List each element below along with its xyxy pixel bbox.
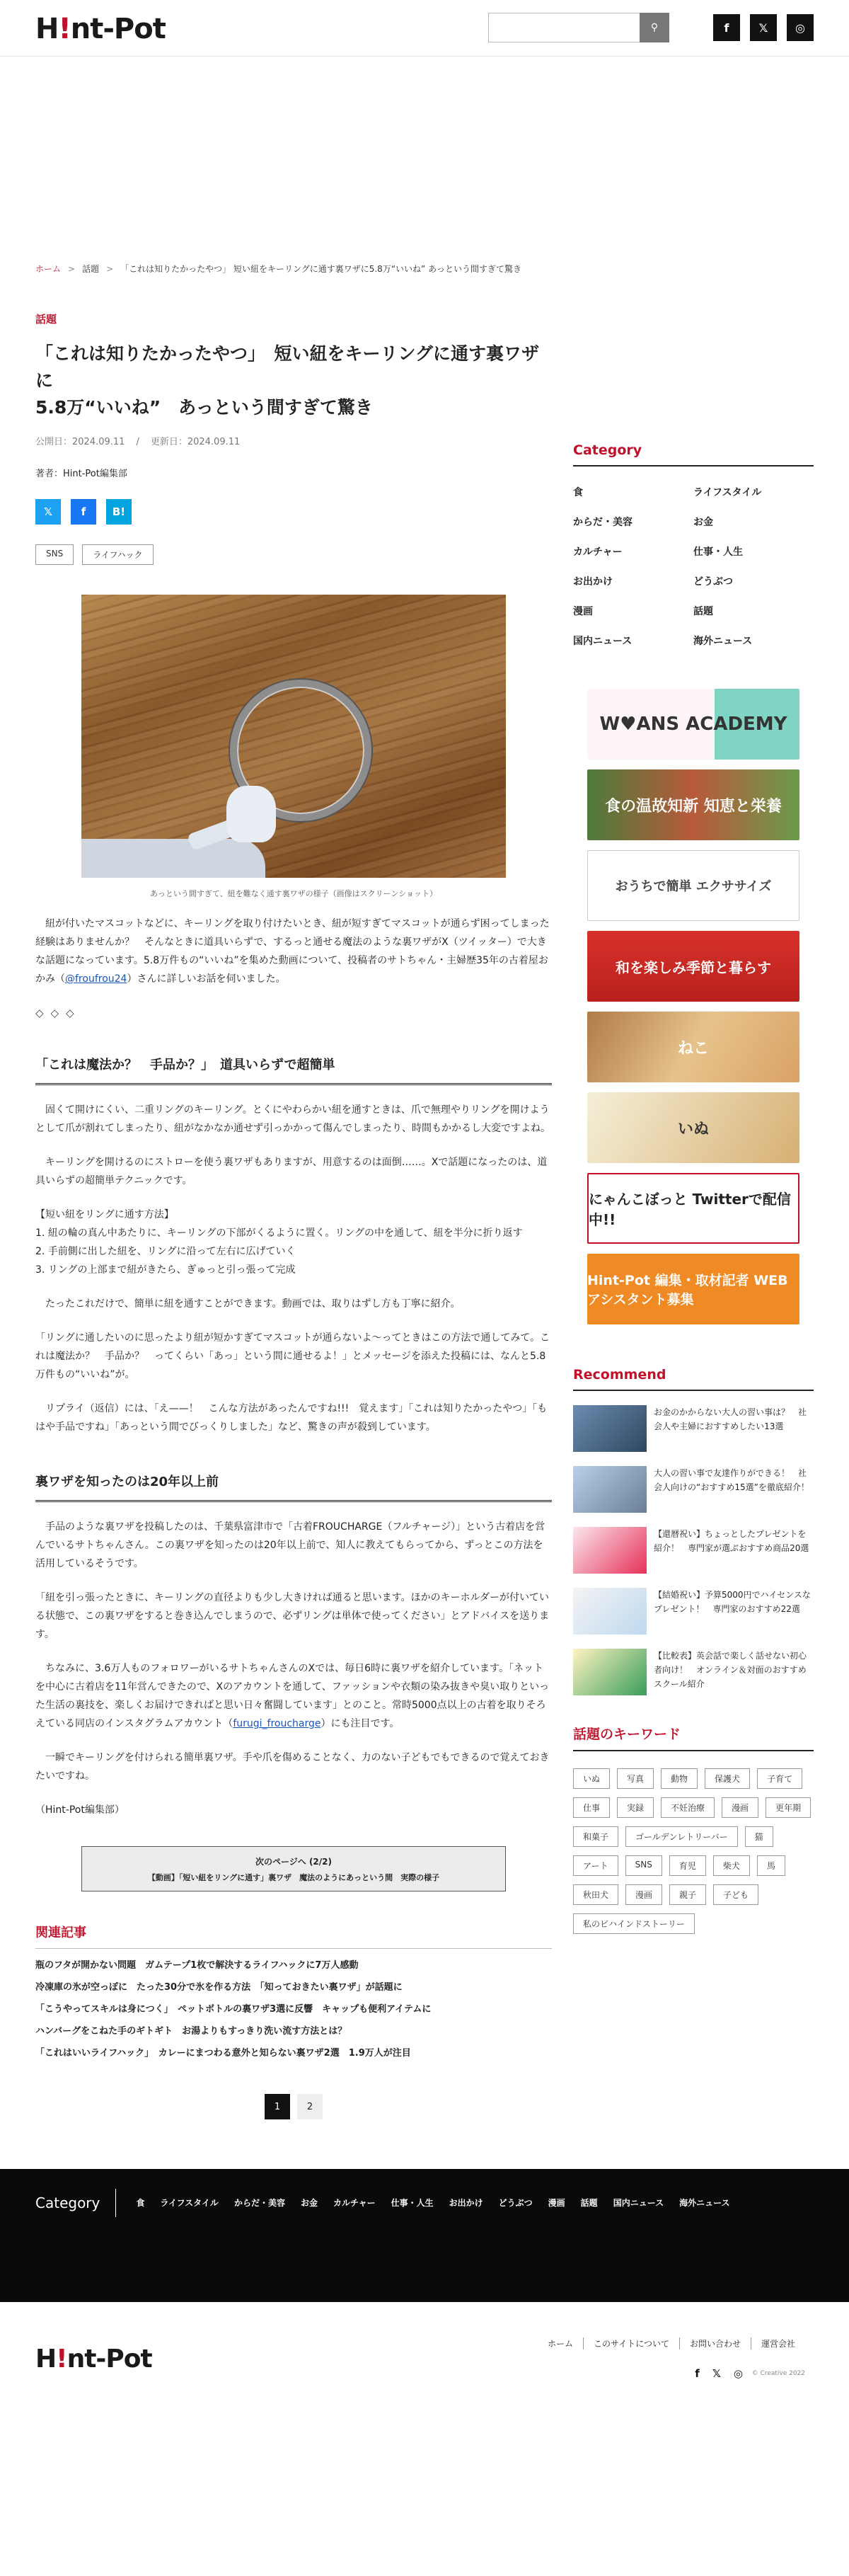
recommend-title: 【比較表】英会話で楽しく話せない初心者向け！ オンライン＆対面のおすすめスクール紹介 [654,1651,807,1689]
footer-category-link[interactable]: 漫画 [548,2198,565,2208]
article-title: 「これは知りたかったやつ」 短い紐をキーリングに通す裏ワザに 5.8万“いいね” あっという間すぎて驚き [35,343,540,418]
recommend-title: 【結婚祝い】予算5000円でハイセンスなプレゼント！ 専門家のおすすめ22選 [654,1590,811,1614]
footer-category-link[interactable]: 食 [136,2198,145,2208]
next-page-button[interactable] [81,1846,506,1891]
sidebar-category-list [573,485,814,648]
keyword-tag[interactable]: 仕事 [573,1797,610,1818]
paragraph: 手品のような裏ワザを投稿したのは、千葉県富津市で「古着FROUCHARGE（フルチャージ）」という古着店を営んでいるサトちゃんさん。この裏ワザを知ったのは20年以上前で、知人に教えてもらってから、ずっとこの方法を活用しているそうです。 [35,1521,545,1569]
keyword-tag[interactable]: 育児 [669,1855,706,1876]
footer-category-label: Category [35,2189,116,2217]
recommend-item[interactable] [573,1649,814,1695]
keyword-tag[interactable]: 写真 [617,1768,654,1789]
recommend-thumbnail [573,1649,647,1695]
page-1-button[interactable]: 1 [265,2094,290,2119]
recommend-item[interactable] [573,1588,814,1635]
sidebar-category-link[interactable]: 仕事・人生 [693,546,743,558]
step-item: 2. 手前側に出した紐を、リングに沿って左右に広げていく [35,1246,296,1257]
keyword-tag[interactable]: アート [573,1855,618,1876]
site-logo[interactable]: H!nt-Pot [35,13,166,45]
main-content [35,290,552,2169]
sidebar-category-link[interactable]: どうぶつ [693,576,733,588]
tag-lifehack[interactable]: ライフハック [82,544,153,565]
sidebar-category-heading: Category [573,442,814,466]
footer-category-link[interactable]: 仕事・人生 [391,2198,434,2208]
recommend-item[interactable] [573,1527,814,1574]
paragraph: 「リングに通したいのに思ったより紐が短かすぎてマスコットが通らないよ〜ってときはこの方法で通してみて。これは魔法か？ 手品か？ ってくらい「あっ」という間に通せるよ！」とメッセージを添えた投稿には、なんと5.8万件もの“いいね”が。 [35,1332,550,1380]
tag-sns[interactable]: SNS [35,544,74,565]
breadcrumb-category[interactable]: 話題 [82,264,100,274]
banner-recruit[interactable]: Hint-Pot 編集・取材記者 WEBアシスタント募集 [587,1254,799,1324]
keyword-tag[interactable]: 子ども [713,1884,758,1905]
breadcrumb-current: 「これは知りたかったやつ」 短い紐をキーリングに通す裏ワザに5.8万“いいね” あっという間すぎて驚き [120,264,521,274]
search-icon: ⚲ [650,22,659,33]
article-body [35,915,552,1819]
banner-dogs[interactable]: いぬ [587,1092,799,1163]
sidebar-category-link[interactable]: カルチャー [573,546,623,558]
search-form [488,13,669,42]
footer-links [538,2337,805,2349]
article-category[interactable]: 話題 [35,313,57,326]
related-link[interactable]: 「こうやってスキルは身につく」 ペットボトルの裏ワザ3選に反響 キャップも便利アイテムに [35,2004,432,2015]
sidebar [573,290,814,2169]
keyword-tag[interactable]: ゴールデンレトリーバー [625,1826,738,1847]
keyword-tag[interactable]: いぬ [573,1768,610,1789]
related-link[interactable]: 冷凍庫の氷が空っぽに たった30分で氷を作る方法 「知っておきたい裏ワザ」が話題に [35,1982,403,1993]
keyword-tag[interactable]: 漫画 [722,1797,758,1818]
facebook-icon[interactable]: f [713,14,740,41]
article-author: 著者：Hint-Pot編集部 [35,469,127,479]
footer-link-contact[interactable]: お問い合わせ [679,2337,751,2349]
twitter-icon[interactable]: 𝕏 [712,2367,721,2380]
paragraph: 固くて開けにくい、二重リングのキーリング。とくにやわらかい紐を通すときは、爪で無理やりリングを開けようとして爪が割れてしまったり、紐がなかなか通せず引っかかって傷んでしまったり、時間もかかるし大変ですよね。 [35,1104,550,1134]
keyword-tag[interactable]: 動物 [661,1768,698,1789]
search-button[interactable] [640,13,669,42]
footer-logo[interactable]: H!nt-Pot [35,2345,152,2374]
article-tags [35,544,552,565]
ad-space [0,57,849,262]
keyword-tag[interactable]: 私のビハインドストーリー [573,1913,695,1934]
copyright: © Creative 2022 [751,2370,805,2377]
related-list [35,1957,552,2059]
banner-nyanko-bot[interactable]: にゃんこぼっと Twitterで配信中!! [587,1173,799,1244]
recommend-thumbnail [573,1405,647,1452]
keyword-tag[interactable]: 馬 [757,1855,785,1876]
keyword-tag[interactable]: 親子 [669,1884,706,1905]
instagram-icon[interactable]: ◎ [787,14,814,41]
keyword-tag[interactable]: 猫 [745,1826,773,1847]
steps-list [35,1206,552,1279]
related-link[interactable]: 瓶のフタが開かない問題 ガムテープ1枚で解決するライフハックに7万人感動 [35,1960,359,1971]
recommend-title: 【還暦祝い】ちょっとしたプレゼントを紹介！ 専門家が選ぶおすすめ商品20選 [654,1529,809,1553]
recommend-heading: Recommend [573,1367,814,1391]
breadcrumb: ホーム > 話題 > 「これは知りたかったやつ」 短い紐をキーリングに通す裏ワザに5.8万“いいね” あっという間すぎて驚き [35,264,521,274]
keyword-tag[interactable]: 子育て [757,1768,802,1789]
sidebar-category-link[interactable]: からだ・美容 [573,517,633,528]
paragraph: リプライ（返信）には、「え——！ こんな方法があったんですね!!! 覚えます」「これは知りたかったやつ」「もはや手品ですね」「あっという間でびっくりしました」など、驚きの声が殺到しています。 [35,1403,548,1433]
step-item: 3. リングの上部まで紐がきたら、ぎゅっと引っ張って完成 [35,1264,296,1276]
keyword-tag[interactable]: 不妊治療 [661,1797,715,1818]
footer-link-about[interactable]: このサイトについて [583,2337,679,2349]
banner-food-wisdom[interactable]: 食の温故知新 知恵と栄養 [587,769,799,840]
sidebar-category-link[interactable]: 漫画 [573,606,593,617]
article-photo [81,595,506,878]
footer-category-link[interactable]: 国内ニュース [613,2198,664,2208]
recommend-item[interactable] [573,1405,814,1452]
sidebar-category-link[interactable]: お金 [693,517,713,528]
footer-category-link[interactable]: どうぶつ [498,2198,533,2208]
recommend-list [573,1405,814,1695]
section-divider: ◇◇◇ [35,1007,81,1019]
sidebar-category-link[interactable]: 話題 [693,606,713,617]
footer [0,2302,849,2401]
sidebar-banners [573,689,814,1324]
keyword-tag[interactable]: 実録 [617,1797,654,1818]
recommend-thumbnail [573,1527,647,1574]
footer-category-link[interactable]: 話題 [580,2198,598,2208]
recommend-thumbnail [573,1588,647,1635]
twitter-icon[interactable]: 𝕏 [750,14,777,41]
section-heading-1: 「これは魔法か？ 手品か？」 道具いらずで超簡単 [35,1055,552,1085]
footer-category-link[interactable]: カルチャー [333,2198,376,2208]
share-buttons [35,499,552,525]
next-page-title: 【動画】「短い紐をリングに通す」裏ワザ 魔法のようにあっという間 実際の様子 [147,1873,440,1882]
sidebar-category-link[interactable]: お出かけ [573,576,613,588]
keyword-list [573,1768,814,1934]
banner-cats[interactable]: ねこ [587,1012,799,1082]
related-heading: 関連記事 [35,1923,552,1949]
related-link[interactable]: ハンバーグをこねた手のギトギト お湯よりもすっきり洗い流す方法とは？ [35,2026,347,2037]
banner-wans-academy[interactable]: W♥ANS ACADEMY [587,689,799,760]
section-heading-2: 裏ワザを知ったのは20年以上前 [35,1472,552,1502]
banner-seasons[interactable]: 和を楽しみ季節と暮らす [587,931,799,1002]
share-hatena-button[interactable]: B! [106,499,132,525]
keyword-tag[interactable]: 秋田犬 [573,1884,618,1905]
footer-link-home[interactable]: ホーム [548,2339,574,2349]
footer-category-link[interactable]: からだ・美容 [233,2198,285,2208]
recommend-item[interactable] [573,1466,814,1513]
keyword-tag[interactable]: 和菓子 [573,1826,618,1847]
sidebar-category-link[interactable]: 食 [573,487,583,498]
sidebar-category-link[interactable]: 国内ニュース [573,636,633,647]
photo-caption: あっという間すぎて、紐を難なく通す裏ワザの様子（画像はスクリーンショット） [150,889,437,898]
keyword-tag[interactable]: 保護犬 [705,1768,750,1789]
banner-exercise[interactable]: おうちで簡単 エクササイズ [587,850,799,921]
footer-category-nav [0,2169,849,2302]
keyword-tag[interactable]: SNS [625,1855,662,1876]
paragraph: キーリングを開けるのにストローを使う裏ワザもありますが、用意するのは面倒……。Xで話題になったのは、道具いらずの超簡単テクニックです。 [35,1157,548,1186]
article-intro: 紐が付いたマスコットなどに、キーリングを取り付けたいとき、紐が短すぎてマスコットが通らず困ってしまった経験はありませんか？ そんなときに道具いらずで、するっと通せる魔法のような裏ワザがX（ツイッター）で大きな話題になっています。5.8万件もの“いいね”を集めた動画について、投稿者のサトちゃん・主婦歴35年の古着屋おかみ（@froufrou24）さんに詳しいお話を伺いました。 [35,918,550,985]
updated-date: 更新日：2024.09.11 [150,437,241,447]
instagram-icon[interactable]: ◎ [733,2367,743,2380]
facebook-icon[interactable]: f [695,2367,700,2380]
recommend-title: お金のかからない大人の習い事は？ 社会人や主婦におすすめしたい13選 [654,1407,807,1431]
paragraph: 一瞬でキーリングを付けられる簡単裏ワザ。手や爪を傷めることなく、力のない子どもでもできるので覚えておきたいですね。 [35,1752,550,1782]
sidebar-category-link[interactable]: 海外ニュース [693,636,753,647]
next-page-label: 次のページへ (2/2) [255,1857,332,1867]
search-input[interactable] [488,13,640,42]
article-dates: 公開日：2024.09.11 / 更新日：2024.09.11 [35,437,241,447]
instagram-account-link[interactable]: furugi_froucharge [233,1718,321,1729]
footer-category-link[interactable]: ライフスタイル [160,2198,219,2208]
page-2-button[interactable]: 2 [297,2094,323,2119]
article-credit: （Hint-Pot編集部） [35,1804,125,1816]
steps-title: 【短い紐をリングに通す方法】 [35,1209,174,1220]
recommend-thumbnail [573,1466,647,1513]
keywords-heading: 話題のキーワード [573,1724,814,1751]
recommend-title: 大人の習い事で友達作りができる！ 社会人向けの“おすすめ15選”を徹底紹介！ [654,1468,809,1492]
header-social-links [713,14,814,41]
keyword-tag[interactable]: 柴犬 [713,1855,750,1876]
paragraph: ちなみに、3.6万人ものフォロワーがいるサトちゃんさんのXでは、毎日6時に裏ワザを紹介しています。「ネットを中心に古着店を11年営んできたので、Xのアカウントを通して、ファッションや衣類の染み抜きや臭い取りといった生活の裏技を、楽しくお届けできればと思い日々奮闘しています」とのこと。常時5000点以上の古着を取りそろえている同店のインスタグラムアカウント（furugi_froucharge）にも注目です。 [35,1663,550,1729]
footer-category-link[interactable]: 海外ニュース [679,2198,730,2208]
step-item: 1. 紐の輪の真ん中あたりに、キーリングの下部がくるように置く。リングの中を通して、紐を半分に折り返す [35,1227,523,1239]
paragraph: たったこれだけで、簡単に紐を通すことができます。動画では、取りはずし方も丁寧に紹介。 [45,1298,461,1310]
breadcrumb-home[interactable]: ホーム [35,264,62,274]
footer-category-list [136,2189,729,2217]
published-date: 公開日：2024.09.11 [35,437,125,447]
share-facebook-button[interactable]: f [71,499,96,525]
footer-social-links [695,2367,743,2380]
pagination [35,2094,552,2169]
footer-link-company[interactable]: 運営会社 [751,2337,805,2349]
footer-category-link[interactable]: お金 [300,2198,318,2208]
keyword-tag[interactable]: 更年期 [766,1797,811,1818]
twitter-account-link[interactable]: @froufrou24 [65,973,127,985]
footer-category-link[interactable]: お出かけ [449,2198,483,2208]
related-link[interactable]: 「これはいいライフハック」 カレーにまつわる意外と知らない裏ワザ2選 1.9万人が注目 [35,2048,411,2059]
share-twitter-button[interactable]: 𝕏 [35,499,61,525]
keyword-tag[interactable]: 漫画 [625,1884,662,1905]
paragraph: 「紐を引っ張ったときに、キーリングの直径よりも少し大きければ通ると思います。ほかのキーホルダーが付いている状態で、この裏ワザをすると巻き込んでしまうので、必ずリングは単体で使ってください」とアドバイスを送ります。 [35,1592,550,1640]
site-header [0,0,849,57]
sidebar-category-link[interactable]: ライフスタイル [693,487,762,498]
